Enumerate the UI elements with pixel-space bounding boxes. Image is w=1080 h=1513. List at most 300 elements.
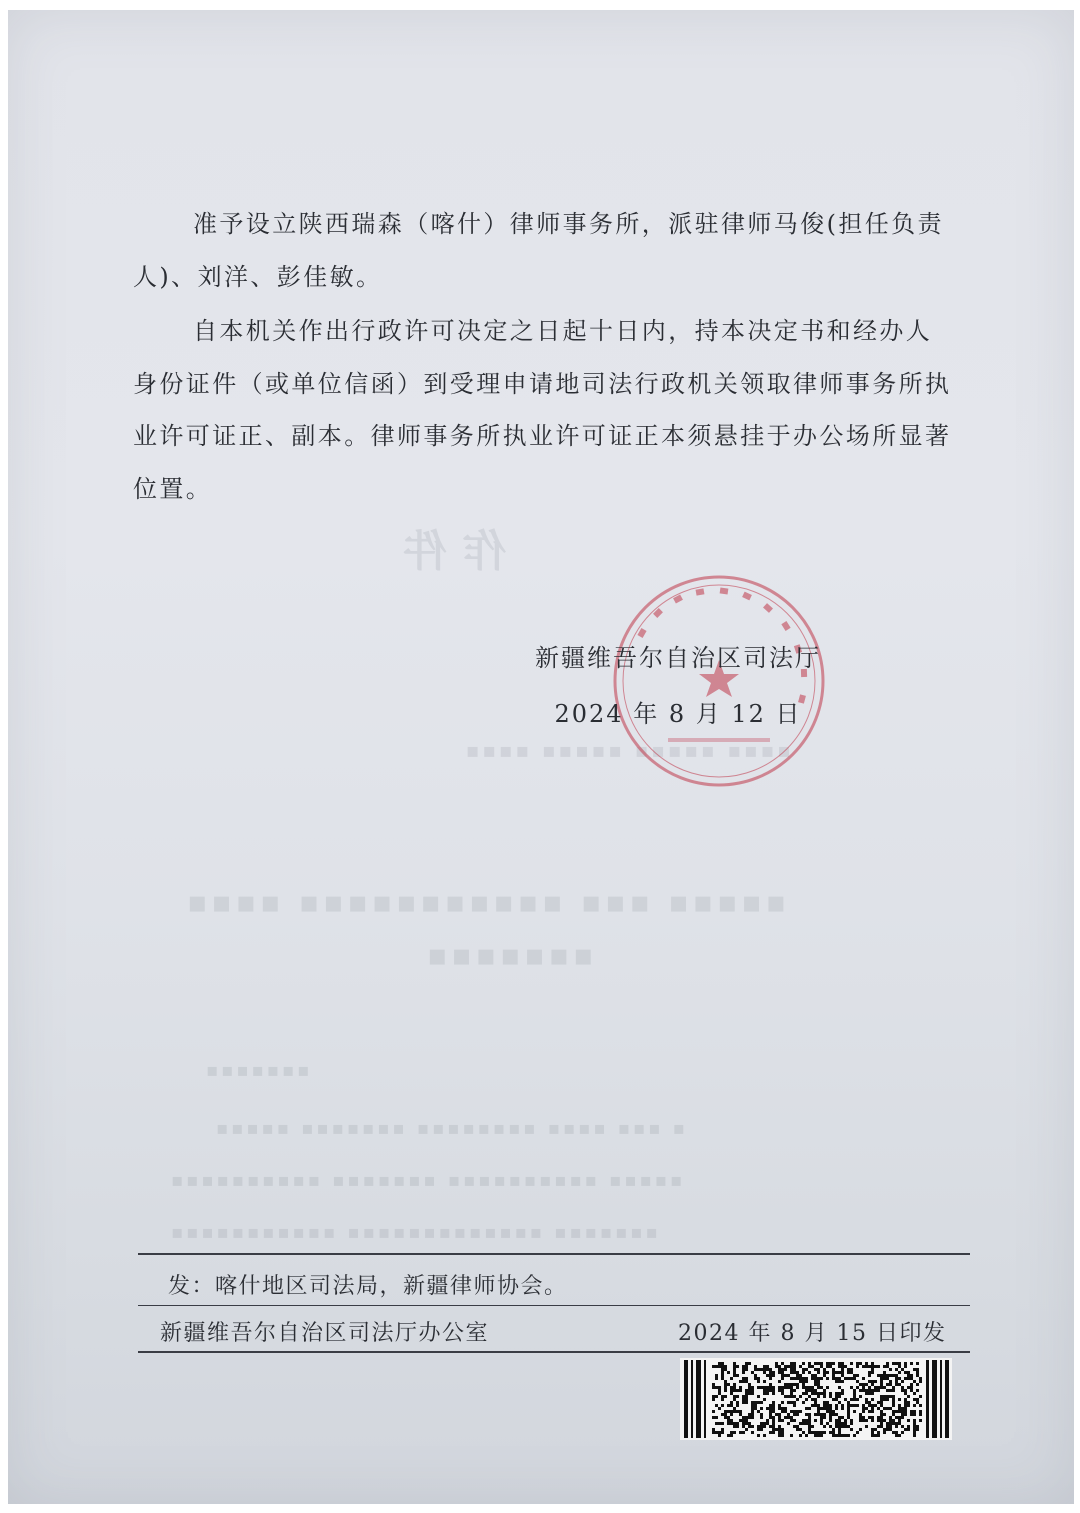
barcode-module xyxy=(898,1419,901,1422)
barcode-module xyxy=(835,1407,838,1410)
barcode-module xyxy=(790,1371,793,1374)
barcode-module xyxy=(769,1386,772,1389)
barcode-module xyxy=(877,1386,880,1389)
barcode-module xyxy=(802,1371,805,1374)
barcode-module xyxy=(868,1386,871,1389)
barcode-module xyxy=(904,1362,907,1365)
barcode-module xyxy=(898,1398,901,1401)
barcode-module xyxy=(919,1380,922,1383)
barcode-module xyxy=(724,1365,727,1368)
barcode-module xyxy=(778,1428,781,1431)
barcode-module xyxy=(847,1416,850,1419)
barcode-module xyxy=(883,1431,886,1434)
barcode-module xyxy=(808,1407,811,1410)
bleed-through-text: ▪▪▪▪▪▪▪ xyxy=(423,938,594,973)
barcode-module xyxy=(721,1413,724,1416)
barcode-module xyxy=(883,1419,886,1422)
barcode-module xyxy=(832,1398,835,1401)
barcode-module xyxy=(760,1368,763,1371)
barcode-module xyxy=(751,1392,754,1395)
barcode-module xyxy=(733,1407,736,1410)
barcode-module xyxy=(781,1401,784,1404)
barcode-module xyxy=(805,1389,808,1392)
barcode-module xyxy=(805,1392,808,1395)
barcode-module xyxy=(841,1368,844,1371)
barcode-module xyxy=(778,1431,781,1434)
barcode-module xyxy=(724,1410,727,1413)
barcode-module xyxy=(880,1419,883,1422)
barcode-module xyxy=(769,1371,772,1374)
signature-block xyxy=(508,630,848,742)
barcode-module xyxy=(907,1386,910,1389)
barcode-module xyxy=(913,1404,916,1407)
barcode-module xyxy=(754,1407,757,1410)
barcode-module xyxy=(715,1377,718,1380)
barcode-module xyxy=(763,1425,766,1428)
barcode-module xyxy=(844,1422,847,1425)
barcode-module xyxy=(820,1392,823,1395)
barcode-module xyxy=(814,1401,817,1404)
barcode-module xyxy=(739,1410,742,1413)
barcode-module xyxy=(814,1389,817,1392)
bleed-through-text: ▪▪▪▪ ▪▪▪▪▪ ▪▪▪▪▪ ▪▪▪▪ xyxy=(463,738,791,762)
barcode-module xyxy=(784,1383,787,1386)
barcode-module xyxy=(841,1380,844,1383)
barcode-module xyxy=(871,1428,874,1431)
barcode-module xyxy=(760,1413,763,1416)
barcode-module xyxy=(766,1389,769,1392)
barcode-module xyxy=(853,1374,856,1377)
barcode-module xyxy=(841,1422,844,1425)
barcode-module xyxy=(718,1365,721,1368)
barcode-module xyxy=(730,1377,733,1380)
barcode-module xyxy=(835,1371,838,1374)
barcode-module xyxy=(859,1428,862,1431)
barcode-module xyxy=(745,1419,748,1422)
barcode-module xyxy=(892,1419,895,1422)
barcode-module xyxy=(781,1410,784,1413)
barcode-module xyxy=(832,1362,835,1365)
barcode-module xyxy=(913,1410,916,1413)
barcode-module xyxy=(784,1395,787,1398)
barcode-module xyxy=(889,1428,892,1431)
barcode-stripe xyxy=(696,1360,701,1438)
barcode-module xyxy=(808,1419,811,1422)
barcode-module xyxy=(745,1395,748,1398)
barcode-module xyxy=(904,1377,907,1380)
barcode-module xyxy=(892,1410,895,1413)
barcode-module xyxy=(847,1371,850,1374)
barcode-module xyxy=(847,1425,850,1428)
barcode-module xyxy=(769,1404,772,1407)
barcode-module xyxy=(895,1434,898,1437)
barcode-module xyxy=(883,1374,886,1377)
barcode-module xyxy=(898,1422,901,1425)
barcode-module xyxy=(883,1398,886,1401)
barcode-module xyxy=(841,1404,844,1407)
barcode-module xyxy=(733,1368,736,1371)
barcode-module xyxy=(760,1401,763,1404)
barcode-module xyxy=(901,1380,904,1383)
barcode-module xyxy=(841,1407,844,1410)
barcode-module xyxy=(895,1431,898,1434)
barcode-module xyxy=(862,1386,865,1389)
barcode-module xyxy=(751,1401,754,1404)
barcode-module xyxy=(718,1362,721,1365)
barcode-module xyxy=(772,1371,775,1374)
barcode-module xyxy=(829,1425,832,1428)
barcode-module xyxy=(715,1374,718,1377)
barcode-module xyxy=(895,1416,898,1419)
bleed-through-text: ▪▪▪▪▪▪▪ ▪▪▪▪▪▪▪▪▪▪▪▪▪ ▪▪▪▪▪▪▪▪▪▪▪ xyxy=(168,1222,658,1243)
barcode-module xyxy=(826,1401,829,1404)
barcode-module xyxy=(901,1425,904,1428)
barcode-module xyxy=(787,1413,790,1416)
barcode-module xyxy=(730,1404,733,1407)
barcode-module xyxy=(718,1422,721,1425)
barcode-module xyxy=(724,1383,727,1386)
barcode-module xyxy=(895,1362,898,1365)
barcode-module xyxy=(877,1365,880,1368)
barcode-module xyxy=(787,1395,790,1398)
barcode-module xyxy=(853,1404,856,1407)
barcode-module xyxy=(835,1422,838,1425)
barcode-module xyxy=(904,1398,907,1401)
barcode-module xyxy=(892,1395,895,1398)
barcode-module xyxy=(847,1413,850,1416)
barcode-module xyxy=(862,1389,865,1392)
barcode-module xyxy=(820,1419,823,1422)
barcode-module xyxy=(865,1362,868,1365)
barcode-module xyxy=(829,1365,832,1368)
barcode-module xyxy=(805,1377,808,1380)
barcode-module xyxy=(772,1416,775,1419)
barcode-module xyxy=(742,1368,745,1371)
barcode-module xyxy=(748,1383,751,1386)
barcode-module xyxy=(880,1410,883,1413)
barcode-module xyxy=(880,1398,883,1401)
barcode-module xyxy=(796,1377,799,1380)
barcode-module xyxy=(880,1404,883,1407)
barcode-module xyxy=(823,1401,826,1404)
barcode-module xyxy=(727,1410,730,1413)
barcode-module xyxy=(844,1398,847,1401)
barcode-module xyxy=(715,1386,718,1389)
barcode-module xyxy=(790,1434,793,1437)
barcode-module xyxy=(919,1395,922,1398)
barcode-module xyxy=(796,1386,799,1389)
barcode-module xyxy=(793,1362,796,1365)
barcode-module xyxy=(913,1419,916,1422)
barcode-module xyxy=(817,1377,820,1380)
barcode-module xyxy=(778,1386,781,1389)
barcode-module xyxy=(757,1428,760,1431)
barcode-module xyxy=(760,1407,763,1410)
barcode-module xyxy=(916,1401,919,1404)
barcode-module xyxy=(733,1362,736,1365)
barcode-module xyxy=(760,1386,763,1389)
barcode-module xyxy=(826,1365,829,1368)
barcode-module xyxy=(751,1386,754,1389)
barcode-module xyxy=(892,1413,895,1416)
barcode-module xyxy=(793,1401,796,1404)
barcode-module xyxy=(862,1419,865,1422)
barcode-module xyxy=(727,1371,730,1374)
barcode-module xyxy=(871,1398,874,1401)
barcode-module xyxy=(871,1371,874,1374)
barcode-module xyxy=(904,1401,907,1404)
barcode-module xyxy=(808,1395,811,1398)
barcode-module xyxy=(898,1410,901,1413)
barcode-module xyxy=(904,1407,907,1410)
barcode-module xyxy=(817,1386,820,1389)
barcode-module xyxy=(910,1377,913,1380)
barcode-module xyxy=(826,1404,829,1407)
barcode-module xyxy=(754,1404,757,1407)
barcode-module xyxy=(745,1401,748,1404)
barcode-module xyxy=(886,1398,889,1401)
barcode-module xyxy=(871,1392,874,1395)
barcode-module xyxy=(718,1434,721,1437)
barcode-module xyxy=(880,1401,883,1404)
barcode-module xyxy=(730,1413,733,1416)
barcode-module xyxy=(799,1428,802,1431)
barcode-module xyxy=(886,1425,889,1428)
barcode-module xyxy=(724,1389,727,1392)
barcode-module xyxy=(757,1380,760,1383)
barcode-module xyxy=(742,1377,745,1380)
barcode-module xyxy=(778,1371,781,1374)
barcode-module xyxy=(832,1410,835,1413)
barcode-stripe xyxy=(926,1360,929,1438)
barcode-module xyxy=(712,1410,715,1413)
barcode-module xyxy=(886,1428,889,1431)
barcode-module xyxy=(880,1422,883,1425)
barcode-module xyxy=(715,1395,718,1398)
barcode-module xyxy=(751,1425,754,1428)
barcode-module xyxy=(910,1386,913,1389)
barcode-module xyxy=(757,1377,760,1380)
barcode-module xyxy=(793,1377,796,1380)
barcode-module xyxy=(880,1413,883,1416)
barcode-module xyxy=(799,1380,802,1383)
barcode-module xyxy=(919,1413,922,1416)
barcode-module xyxy=(811,1386,814,1389)
barcode-module xyxy=(730,1401,733,1404)
barcode-module xyxy=(751,1389,754,1392)
barcode-module xyxy=(814,1398,817,1401)
barcode-module xyxy=(808,1428,811,1431)
barcode-module xyxy=(826,1422,829,1425)
barcode-module xyxy=(880,1377,883,1380)
barcode-module xyxy=(739,1413,742,1416)
barcode-module xyxy=(730,1386,733,1389)
barcode-module xyxy=(913,1422,916,1425)
barcode-module xyxy=(847,1407,850,1410)
barcode-module xyxy=(769,1416,772,1419)
barcode-module xyxy=(871,1419,874,1422)
barcode-module xyxy=(742,1365,745,1368)
barcode-module xyxy=(778,1407,781,1410)
barcode-module xyxy=(772,1389,775,1392)
barcode-module xyxy=(889,1374,892,1377)
barcode-module xyxy=(745,1389,748,1392)
barcode-module xyxy=(892,1374,895,1377)
barcode-module xyxy=(808,1422,811,1425)
barcode-module xyxy=(790,1401,793,1404)
barcode-module xyxy=(772,1386,775,1389)
barcode-module xyxy=(727,1383,730,1386)
barcode-module xyxy=(715,1416,718,1419)
barcode-module xyxy=(808,1362,811,1365)
barcode-module xyxy=(781,1428,784,1431)
barcode-module xyxy=(730,1422,733,1425)
barcode-module xyxy=(811,1365,814,1368)
barcode-module xyxy=(778,1365,781,1368)
barcode-module xyxy=(814,1413,817,1416)
barcode-module xyxy=(823,1368,826,1371)
barcode-module xyxy=(808,1413,811,1416)
barcode-module xyxy=(838,1401,841,1404)
barcode-module xyxy=(916,1371,919,1374)
barcode-module xyxy=(847,1377,850,1380)
barcode-module xyxy=(757,1395,760,1398)
barcode-module xyxy=(784,1410,787,1413)
barcode-module xyxy=(811,1392,814,1395)
barcode-module xyxy=(796,1410,799,1413)
barcode-module xyxy=(745,1398,748,1401)
barcode-module xyxy=(718,1386,721,1389)
barcode-module xyxy=(838,1419,841,1422)
barcode-module xyxy=(886,1365,889,1368)
barcode-module xyxy=(805,1386,808,1389)
barcode-module xyxy=(763,1392,766,1395)
barcode-module xyxy=(796,1374,799,1377)
barcode-module xyxy=(889,1380,892,1383)
barcode-module xyxy=(874,1389,877,1392)
barcode-module xyxy=(847,1368,850,1371)
barcode-module xyxy=(871,1416,874,1419)
barcode-module xyxy=(808,1431,811,1434)
barcode-module xyxy=(835,1434,838,1437)
barcode-module xyxy=(796,1413,799,1416)
barcode-module xyxy=(874,1404,877,1407)
barcode-module xyxy=(799,1434,802,1437)
barcode-module xyxy=(838,1392,841,1395)
barcode-module xyxy=(889,1389,892,1392)
barcode-module xyxy=(742,1398,745,1401)
barcode-module xyxy=(751,1404,754,1407)
barcode-module xyxy=(721,1368,724,1371)
barcode-module xyxy=(832,1413,835,1416)
barcode-module xyxy=(724,1386,727,1389)
barcode-module xyxy=(736,1365,739,1368)
barcode-module xyxy=(733,1371,736,1374)
barcode-module xyxy=(748,1389,751,1392)
barcode-module xyxy=(919,1377,922,1380)
barcode-module xyxy=(712,1416,715,1419)
barcode-module xyxy=(868,1392,871,1395)
barcode-module xyxy=(841,1371,844,1374)
barcode-module xyxy=(913,1380,916,1383)
barcode-module xyxy=(874,1428,877,1431)
barcode-module xyxy=(898,1404,901,1407)
barcode-module xyxy=(787,1374,790,1377)
barcode-module xyxy=(742,1425,745,1428)
barcode-module xyxy=(841,1362,844,1365)
barcode-module xyxy=(901,1410,904,1413)
barcode-module xyxy=(802,1380,805,1383)
barcode-module xyxy=(802,1377,805,1380)
barcode-module xyxy=(748,1422,751,1425)
barcode-module xyxy=(742,1416,745,1419)
barcode-module xyxy=(772,1404,775,1407)
barcode-module xyxy=(880,1416,883,1419)
barcode-module xyxy=(778,1416,781,1419)
barcode-module xyxy=(787,1416,790,1419)
barcode-module xyxy=(868,1410,871,1413)
barcode-module xyxy=(898,1365,901,1368)
barcode-module xyxy=(847,1401,850,1404)
barcode-module xyxy=(865,1365,868,1368)
barcode-module xyxy=(889,1422,892,1425)
barcode-module xyxy=(817,1431,820,1434)
barcode-module xyxy=(763,1386,766,1389)
barcode-module xyxy=(895,1380,898,1383)
barcode-module xyxy=(883,1365,886,1368)
barcode-module xyxy=(778,1368,781,1371)
barcode-module xyxy=(871,1380,874,1383)
barcode-module xyxy=(799,1377,802,1380)
barcode-module xyxy=(886,1362,889,1365)
barcode-module xyxy=(874,1434,877,1437)
barcode-module xyxy=(919,1419,922,1422)
barcode-module xyxy=(796,1398,799,1401)
barcode-module xyxy=(907,1374,910,1377)
barcode-module xyxy=(739,1431,742,1434)
barcode-module xyxy=(814,1362,817,1365)
barcode-module xyxy=(865,1389,868,1392)
barcode-module xyxy=(913,1425,916,1428)
barcode-module xyxy=(835,1419,838,1422)
barcode-module xyxy=(862,1416,865,1419)
barcode-module xyxy=(781,1419,784,1422)
barcode-module xyxy=(805,1422,808,1425)
barcode-module xyxy=(856,1362,859,1365)
barcode-module xyxy=(877,1431,880,1434)
barcode-module xyxy=(769,1431,772,1434)
barcode-module xyxy=(904,1392,907,1395)
barcode-module xyxy=(850,1398,853,1401)
barcode-module xyxy=(769,1383,772,1386)
barcode-module xyxy=(892,1404,895,1407)
barcode-module xyxy=(793,1383,796,1386)
barcode-module xyxy=(802,1383,805,1386)
barcode-module xyxy=(862,1383,865,1386)
barcode-module xyxy=(742,1395,745,1398)
barcode-module xyxy=(712,1398,715,1401)
barcode-stripe xyxy=(691,1360,693,1438)
barcode-module xyxy=(766,1374,769,1377)
barcode-module xyxy=(760,1422,763,1425)
barcode-module xyxy=(814,1431,817,1434)
barcode-module xyxy=(910,1410,913,1413)
barcode-module xyxy=(730,1392,733,1395)
barcode-module xyxy=(712,1395,715,1398)
barcode-module xyxy=(727,1416,730,1419)
barcode-module xyxy=(712,1383,715,1386)
barcode-module xyxy=(802,1386,805,1389)
